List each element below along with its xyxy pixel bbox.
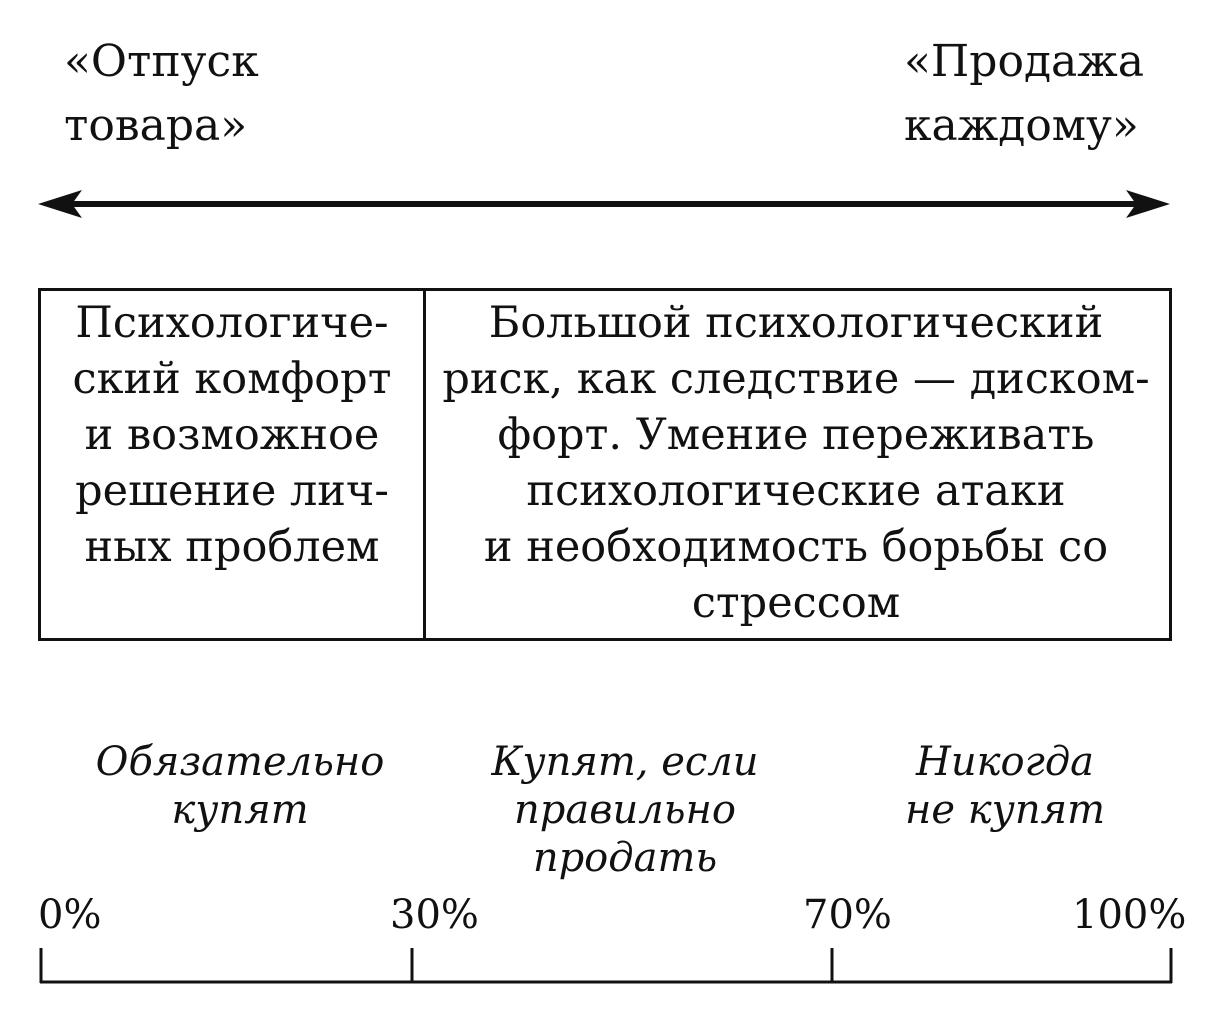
segment-label-buy-if-sold: Купят, если правильно продать bbox=[491, 739, 759, 881]
pole-label-right: «Продажа каждому» bbox=[904, 36, 1144, 151]
tick-label-70: 70% bbox=[803, 892, 892, 938]
tick-label-30: 30% bbox=[390, 892, 479, 938]
box-left-text: Психологиче- ский комфорт и возможное решение лич- ных проблем bbox=[72, 298, 392, 572]
segment-label-will-buy: Обязательно купят bbox=[95, 739, 385, 833]
tick-label-100: 100% bbox=[1072, 892, 1187, 938]
tick-label-0: 0% bbox=[38, 892, 102, 938]
box-left bbox=[38, 288, 426, 641]
segment-label-never-buy: Никогда не купят bbox=[905, 739, 1105, 833]
double-headed-arrow bbox=[0, 180, 1212, 230]
box-right-text: Большой психологический риск, как следствие — диском- форт. Умение переживать психологические атаки и необходимость борьбы со стрессом bbox=[442, 298, 1150, 628]
box-right bbox=[423, 288, 1172, 641]
pole-label-left: «Отпуск товара» bbox=[64, 36, 259, 151]
percent-scale bbox=[0, 940, 1212, 990]
